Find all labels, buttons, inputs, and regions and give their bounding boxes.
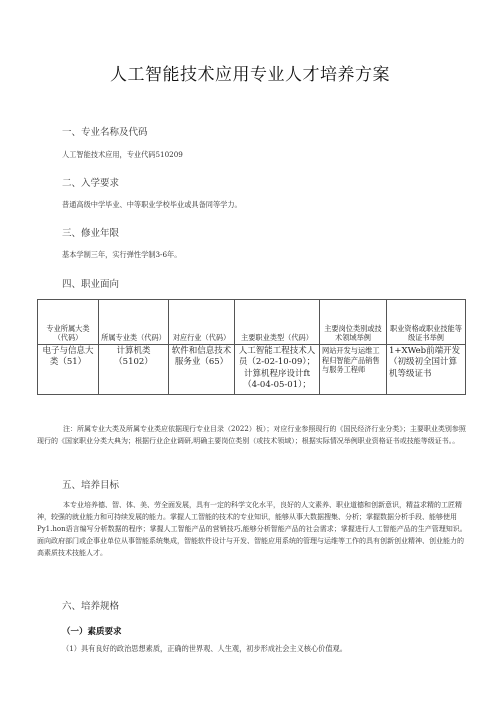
section-1-text: 人工智能技术应用，专业代码510209 — [62, 150, 183, 159]
section-3-heading: 三、修业年限 — [62, 228, 120, 239]
document-title: 人工智能技术应用专业人才培养方案 — [110, 65, 390, 85]
section-6-subheading: （一）素质要求 — [62, 627, 122, 637]
section-3-text: 基本学制三年，实行弹性学制3-6年。 — [62, 250, 182, 259]
section-6-item-1: （1）具有良好的政治思想素质，正确的世界观、人生观，初步形成社会主义核心价值观。 — [62, 644, 347, 653]
header-occupation: 主要职业类型（代码） — [235, 300, 320, 345]
table-header-row — [38, 300, 466, 345]
section-2-text: 普通高级中学毕业、中等职业学校毕业或具备同等学力。 — [62, 200, 242, 209]
table-note: 注：所属专业大类及所属专业类应依据现行专业目录（2022）板）；对应行业参照现行的《国民经济行业分类》；主要职业类别参照现行的《国家职业分类大典为；根据行业企业调研,明确主要岗位类别（或技术领域）；根据实际情况举例职业资格证书或技能等级证书。。 — [37, 425, 466, 445]
section-4-heading: 四、职业面向 — [62, 279, 120, 290]
section-5-heading: 五、培养目标 — [62, 480, 120, 491]
section-2-heading: 二、入学要求 — [62, 178, 120, 189]
header-positions: 主要岗位类别或技术领域举例 — [320, 300, 387, 345]
section-5-text: 本专业培养德、智、体、美、劳全面发展，具有一定的科学文化水平，良好的人文素养、职业道德和创新意识，精益求精的工匠精神，较强的就业能力和可持续发展的能力。掌握人工智能的技术的专业知识，能够从事大数据搜集、分析；掌握数据分析手段、能够使用Py1.hon语言编写分析数据的程序；掌握人工智能产品的营销技巧,能够分析智能产品的社会需求；掌握进行人工智能产品的生产管理知识。面向政府部门或企事业单位从事智能系统集成，智能软件设计与开发、智能应用系统的管理与运维等工作的具有创新创业精神、创业能力的高素质技术技能人才。 — [37, 501, 467, 558]
cell-subcategory: 计算机类（5102） — [99, 345, 169, 395]
header-category: 专业所属大类（代码） — [38, 300, 99, 345]
section-6-heading: 六、培养规格 — [62, 601, 120, 612]
header-subcategory: 所属专业类（代码） — [99, 300, 169, 345]
career-table — [37, 299, 466, 395]
cell-occupation: 人工智能工程技术人员（2-02-10-09）；计算机程序设计ft（4-04-05-01）； — [235, 345, 320, 395]
table-row — [38, 345, 466, 395]
section-1-heading: 一、专业名称及代码 — [62, 127, 148, 138]
cell-certificates: 1+XWeb前端开发（初级初全国计算机等级证书 — [387, 345, 466, 395]
header-industry: 对应行业（代码） — [169, 300, 235, 345]
cell-category: 电子与信息大类（51） — [38, 345, 99, 395]
header-certificates: 职业资格或职业技能等级证书举例 — [387, 300, 466, 345]
cell-positions: 网站开发与运维工程归智能产品销售与服务工程师 — [320, 345, 387, 395]
cell-industry: 软件和信息技术服务业（65） — [169, 345, 235, 395]
